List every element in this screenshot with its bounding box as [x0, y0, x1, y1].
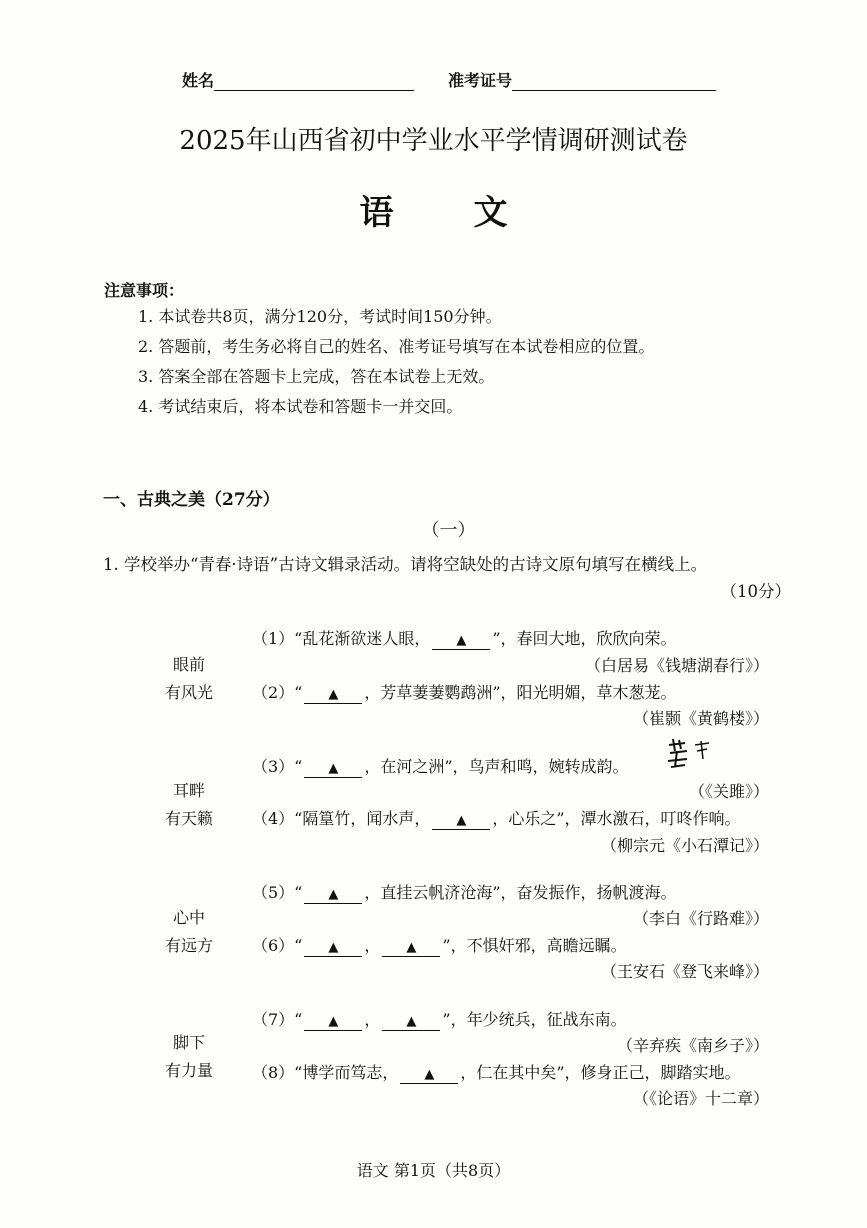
group-label-line: 心中: [172, 908, 205, 927]
item-text: （6）“: [252, 936, 303, 955]
exam-id-underline: [512, 74, 716, 91]
subject-title: 语文: [359, 193, 588, 233]
group-label: [140, 904, 238, 960]
item-source: （白居易《钱塘湖春行》）: [584, 656, 769, 675]
item-text: ”，春回大地，欣欣向荣。: [492, 629, 677, 648]
group-label-line: 有远方: [164, 936, 213, 955]
item-text: （1）“乱花渐欲迷人眼，: [252, 629, 431, 648]
handwritten-mark-icon: [665, 737, 725, 771]
item-text: （3）“: [252, 757, 303, 776]
group-label-line: 有风光: [164, 683, 213, 702]
item-text: ，直挂云帆济沧海”，奋发振作，扬帆渡海。: [364, 883, 677, 902]
notice-heading: 注意事项：: [104, 281, 185, 300]
answer-blank: ▲: [304, 687, 362, 704]
item-text: （4）“隔篁竹，闻水声，: [252, 809, 431, 828]
item-text: ，: [364, 1010, 381, 1029]
item-source: （崔颢《黄鹤楼》）: [632, 709, 769, 728]
group-label-line: 有天籁: [164, 809, 213, 828]
item-text: ，在河之洲”，鸟声和鸣，婉转成韵。: [364, 757, 629, 776]
item-text: ，心乐之”，潭水激石，叮咚作响。: [492, 809, 741, 828]
item-text: ”，年少统兵，征战东南。: [442, 1010, 627, 1029]
group-label-line: 有力量: [164, 1061, 213, 1080]
item-text: （7）“: [252, 1010, 303, 1029]
group-label-line: 耳畔: [172, 781, 205, 800]
poem-item: [252, 933, 627, 957]
exam-id-label: 准考证号: [448, 71, 513, 90]
answer-blank: ▲: [304, 761, 362, 778]
group-label: [140, 651, 238, 707]
group-label: [140, 1029, 238, 1085]
answer-blank: ▲: [382, 940, 440, 957]
answer-blank: ▲: [304, 940, 362, 957]
poem-item: [252, 626, 677, 650]
group-label-line: 眼前: [172, 655, 205, 674]
poem-item: [252, 806, 741, 830]
item-text: （2）“: [252, 683, 303, 702]
item-text: （5）“: [252, 883, 303, 902]
item-text: ，芳草萋萋鹦鹉洲”，阳光明媚，草木葱茏。: [364, 683, 677, 702]
poem-item: [252, 880, 677, 904]
part-heading: （一）: [421, 520, 476, 541]
notice-item: 1. 本试卷共8页，满分120分，考试时间150分钟。: [138, 307, 502, 326]
group-label: [140, 777, 238, 833]
item-source: （李白《行路难》）: [632, 909, 769, 928]
name-underline: [214, 74, 414, 91]
name-field: [182, 68, 414, 91]
poem-item: [252, 754, 629, 778]
page-footer: 语文 第1页（共8页）: [356, 1161, 511, 1180]
notice-item: 4. 考试结束后，将本试卷和答题卡一并交回。: [138, 397, 463, 416]
item-source: （《论语》十二章）: [632, 1089, 769, 1108]
answer-blank: ▲: [304, 1014, 362, 1031]
answer-blank: ▲: [400, 1067, 458, 1084]
answer-blank: ▲: [432, 813, 490, 830]
notice-item: 2. 答题前，考生务必将自己的姓名、准考证号填写在本试卷相应的位置。: [138, 337, 655, 356]
item-text: ，: [364, 936, 381, 955]
item-text: ，仁在其中矣”，修身正己，脚踏实地。: [460, 1063, 741, 1082]
question-text: 1. 学校举办“青春·诗语”古诗文辑录活动。请将空缺处的古诗文原句填写在横线上。: [103, 555, 708, 574]
item-source: （王安石《登飞来峰》）: [600, 962, 769, 981]
exam-title: 2025年山西省初中学业水平学情调研测试卷: [179, 126, 688, 156]
exam-id-field: [448, 68, 716, 91]
name-label: 姓名: [182, 71, 215, 90]
answer-blank: ▲: [382, 1014, 440, 1031]
poem-item: [252, 1060, 741, 1084]
item-source: （柳宗元《小石潭记》）: [600, 836, 769, 855]
item-text: ”，不惧奸邪，高瞻远瞩。: [442, 936, 627, 955]
poem-item: [252, 680, 677, 704]
item-source: （辛弃疾《南乡子》）: [616, 1036, 769, 1055]
notice-item: 3. 答案全部在答题卡上完成，答在本试卷上无效。: [138, 367, 495, 386]
item-text: （8）“博学而笃志，: [252, 1063, 399, 1082]
poem-item: [252, 1007, 627, 1031]
answer-blank: ▲: [432, 633, 490, 650]
section-heading: 一、古典之美（27分）: [103, 490, 280, 510]
group-label-line: 脚下: [172, 1033, 205, 1052]
item-source: （《关雎》）: [688, 782, 769, 801]
question-score: （10分）: [720, 582, 791, 601]
answer-blank: ▲: [304, 887, 362, 904]
